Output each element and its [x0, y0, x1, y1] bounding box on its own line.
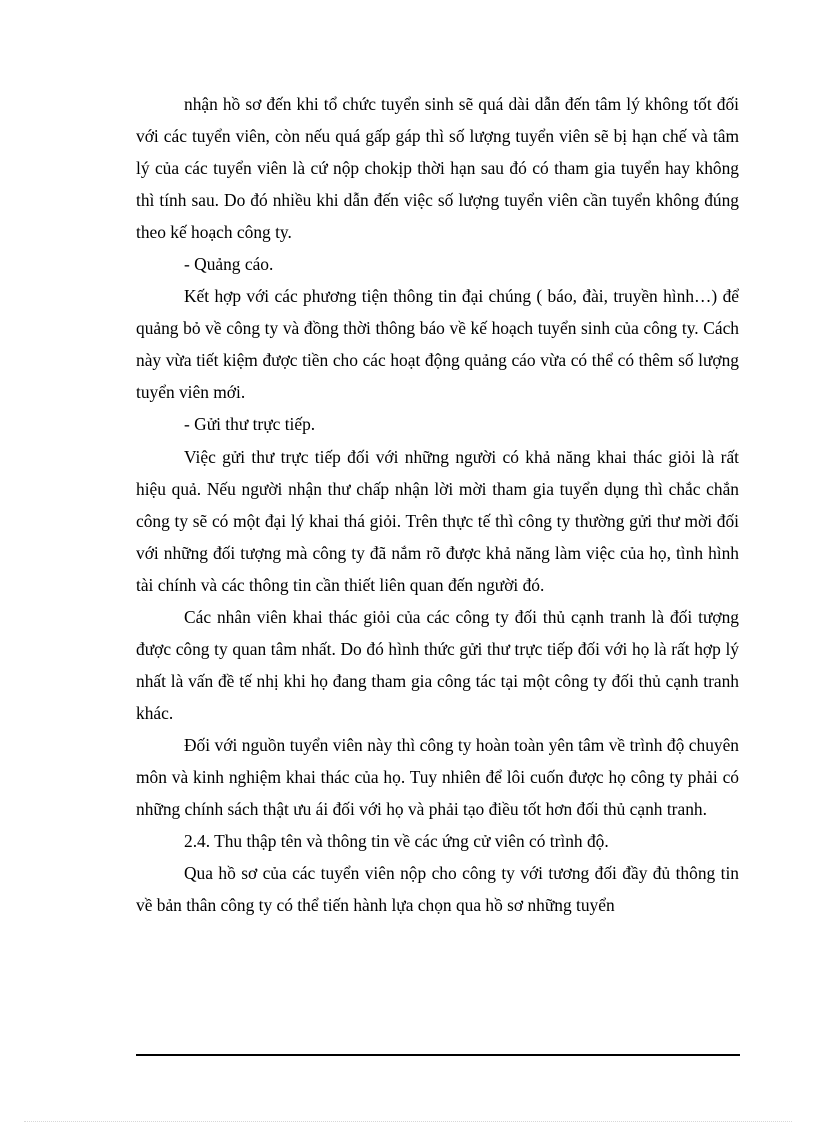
- paragraph-recruitment-timing: nhận hồ sơ đến khi tổ chức tuyển sinh sẽ quá dài dẫn đến tâm lý không tốt đối với các tuyển viên, còn nếu quá gấp gáp thì số lượng tuyển viên sẽ bị hạn chế và tâm lý của các tuyển viên là cứ nộp chokịp thời hạn sau đó có tham gia tuyển hay không thì tính sau. Do đó nhiều khi dẫn đến việc số lượng tuyển viên cần tuyển không đúng theo kế hoạch công ty.: [136, 94, 739, 243]
- footer-divider: [136, 1054, 740, 1056]
- paragraph-candidate-source: Đối với nguồn tuyển viên này thì công ty hoàn toàn yên tâm về trình độ chuyên môn và kinh nghiệm khai thác của họ. Tuy nhiên để lôi cuốn được họ công ty phải có những chính sách thật ưu ái đối với họ và phải tạo điều tốt hơn đối thủ cạnh tranh.: [136, 734, 739, 820]
- heading-direct-mail: - Gửi thư trực tiếp.: [184, 414, 316, 435]
- paragraph-advertising: Kết hợp với các phương tiện thông tin đại chúng ( báo, đài, truyền hình…) để quảng bỏ về công ty và đồng thời thông báo về kế hoạch tuyển sinh của công ty. Cách này vừa tiết kiệm được tiền cho các hoạt động quảng cáo vừa có thể có thêm số lượng tuyển viên mới.: [136, 286, 739, 403]
- paragraph-application-review: Qua hồ sơ của các tuyển viên nộp cho công ty với tương đối đầy đủ thông tin về bản thân công ty có thể tiến hành lựa chọn qua hồ sơ những tuyển: [136, 863, 739, 916]
- paragraph-direct-mail: Việc gửi thư trực tiếp đối với những người có khả năng khai thác giỏi là rất hiệu quả. Nếu người nhận thư chấp nhận lời mời tham gia tuyển dụng thì chắc chắn công ty sẽ có một đại lý khai thá giỏi. Trên thực tế thì công ty thường gửi thư mời đối với những đối tượng mà công ty đã nắm rõ được khả năng làm việc của họ, tình hình tài chính và các thông tin cần thiết liên quan đến người đó.: [136, 446, 739, 595]
- body-text: [136, 88, 739, 921]
- paragraph-competitor-staff: Các nhân viên khai thác giỏi của các công ty đối thủ cạnh tranh là đối tượng được công ty quan tâm nhất. Do đó hình thức gửi thư trực tiếp đối với họ là rất hợp lý nhất là vấn đề tế nhị khi họ đang tham gia công tác tại một công ty đối thủ cạnh tranh khác.: [136, 606, 739, 723]
- heading-advertising: - Quảng cáo.: [184, 254, 274, 275]
- page-bottom-edge: [24, 1121, 792, 1122]
- section-heading-2-4: 2.4. Thu thập tên và thông tin về các ứng cử viên có trình độ.: [184, 831, 609, 852]
